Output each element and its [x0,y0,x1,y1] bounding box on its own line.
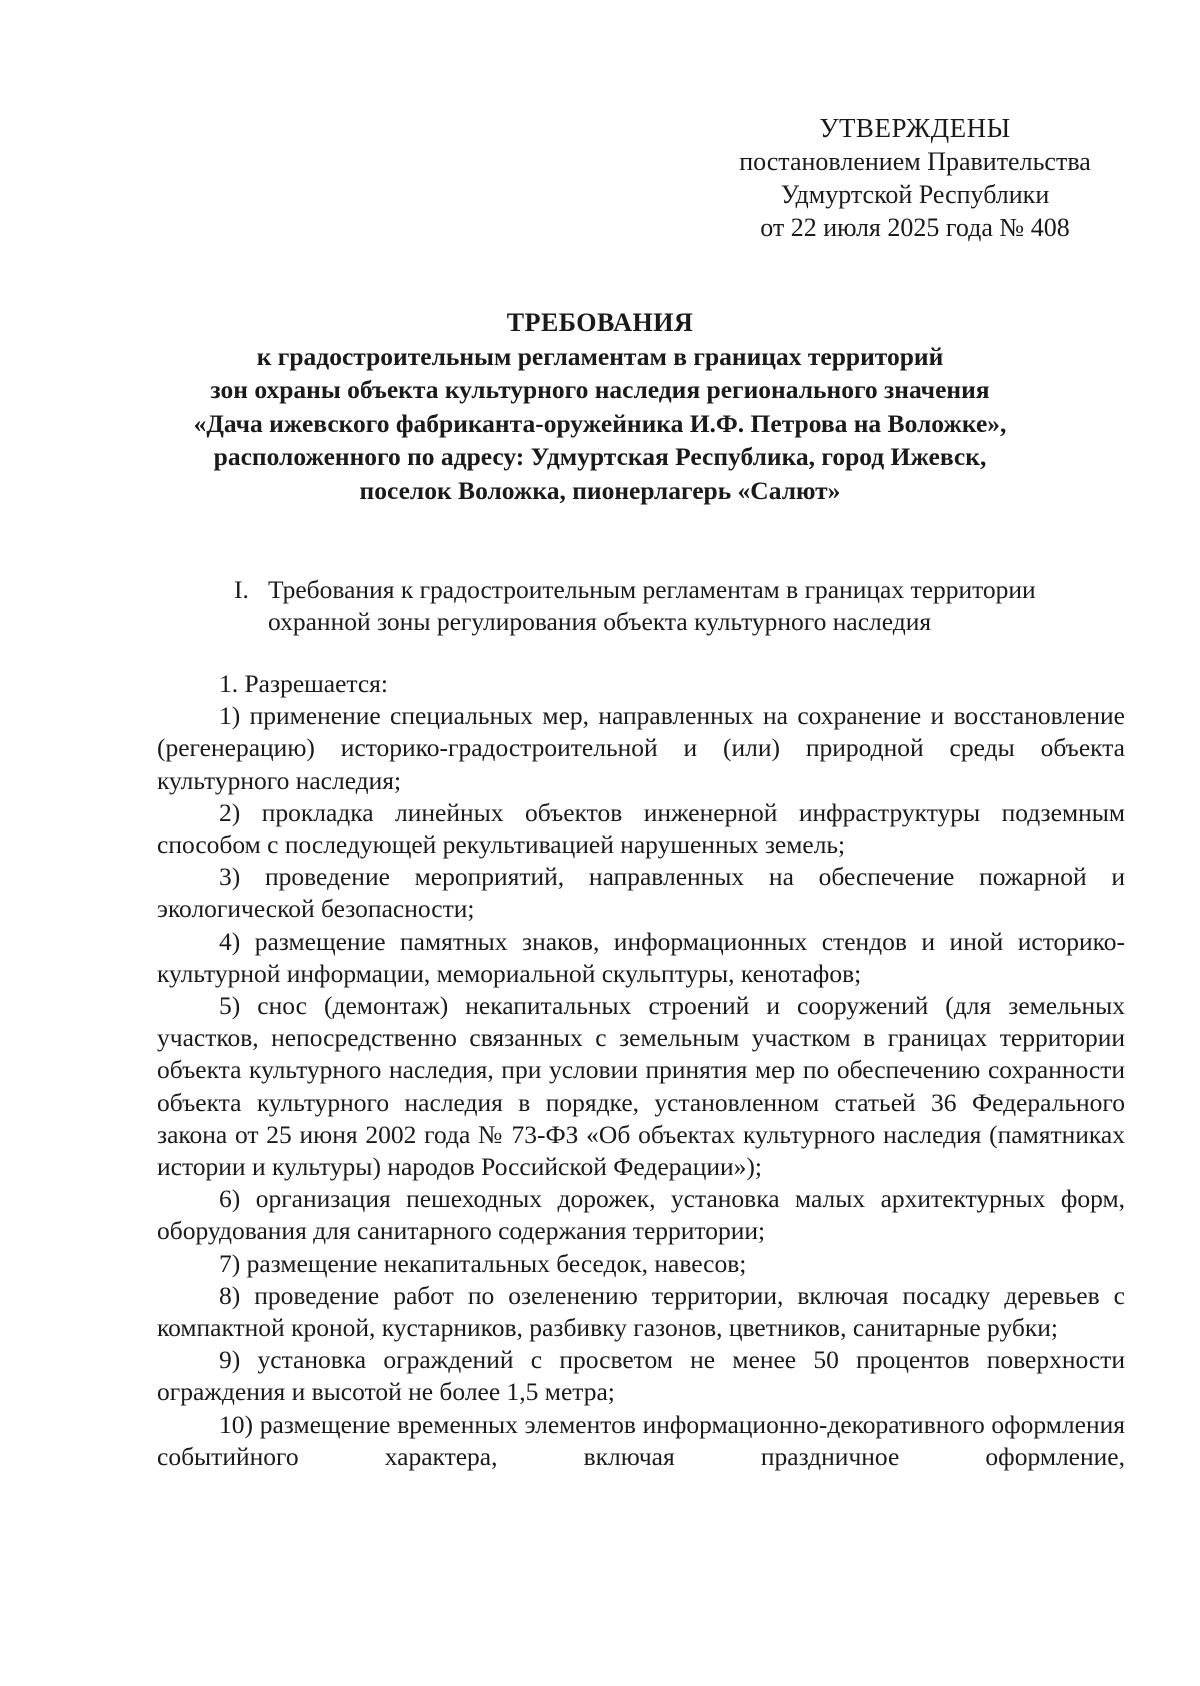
paragraph-subitem-3: 3) проведение мероприятий, направленных на обеспечение пожарной и экологической безопасности; [157,862,1125,924]
paragraph-subitem-9: 9) установка ограждений с просветом не менее 50 процентов поверхности ограждения и высотой не более 1,5 метра; [157,1345,1125,1407]
paragraph-subitem-2: 2) прокладка линейных объектов инженерной инфраструктуры подземным способом с последующей рекультивацией нарушенных земель; [157,797,1125,860]
section-heading [234,574,1134,638]
title-line-1: к градостроительным регламентам в границах территорий [256,341,944,371]
paragraph-subitem-5: 5) снос (демонтаж) некапитальных строений и сооружений (для земельных участков, непосредственно связанных с земельным участком в границах территории объекта культурного наследия, при условии принятия мер по обеспечению сохранности объекта культурного наследия в порядке, установленном статьей 36 Федерального закона от 25 июня 2002 года № 73-ФЗ «Об объектах культурного наследия (памятниках истории и культуры) народов Российской Федерации»); [157,991,1125,1182]
paragraph-subitem-8: 8) проведение работ по озеленению территории, включая посадку деревьев с компактной кроной, кустарников, разбивку газонов, цветников, санитарные рубки; [157,1280,1125,1343]
title-line-2: зон охраны объекта культурного наследия регионального значения [210,375,990,404]
paragraph-subitem-7: 7) размещение некапитальных беседок, навесов; [219,1248,747,1278]
title-line-4: расположенного по адресу: Удмуртская Республика, город Ижевск, [213,442,987,471]
title-line-3: «Дача ижевского фабриканта-оружейника И.Ф. Петрова на Воложке», [193,408,1007,438]
approval-line-1: постановлением Правительства [739,147,1091,176]
paragraph-subitem-10: 10) размещение временных элементов информационно-декоративного оформления событийного характера, включая праздничное оформление, [157,1409,1125,1471]
paragraph-subitem-6: 6) организация пешеходных дорожек, установка малых архитектурных форм, оборудования для санитарного содержания территории; [157,1184,1125,1246]
title-line-5: поселок Воложка, пионерлагерь «Салют» [359,475,841,505]
approval-line-2: Удмуртской Республики [780,180,1050,209]
approval-heading: УТВЕРЖДЕНЫ [819,113,1011,143]
section-heading-line-2: охранной зоны регулирования объекта культурного наследия [268,607,932,636]
section-heading-line-1: Требования к градостроительным регламентам в границах территории [268,575,1036,604]
paragraph-subitem-4: 4) размещение памятных знаков, информационных стендов и иной историко-культурной информации, мемориальной скульптуры, кенотафов; [157,926,1125,988]
approval-stamp [700,112,1130,244]
paragraph-item-1: 1. Разрешается: [219,669,388,698]
paragraph-subitem-1: 1) применение специальных мер, направленных на сохранение и восстановление (регенерацию) историко-градостроительной и (или) природной среды объекта культурного наследия; [157,701,1125,795]
body-text [157,668,1125,1473]
section-number: I. [234,575,249,604]
title-main: ТРЕБОВАНИЯ [506,308,694,337]
approval-line-3: от 22 июля 2025 года № 408 [760,213,1070,242]
document-title [150,306,1050,507]
